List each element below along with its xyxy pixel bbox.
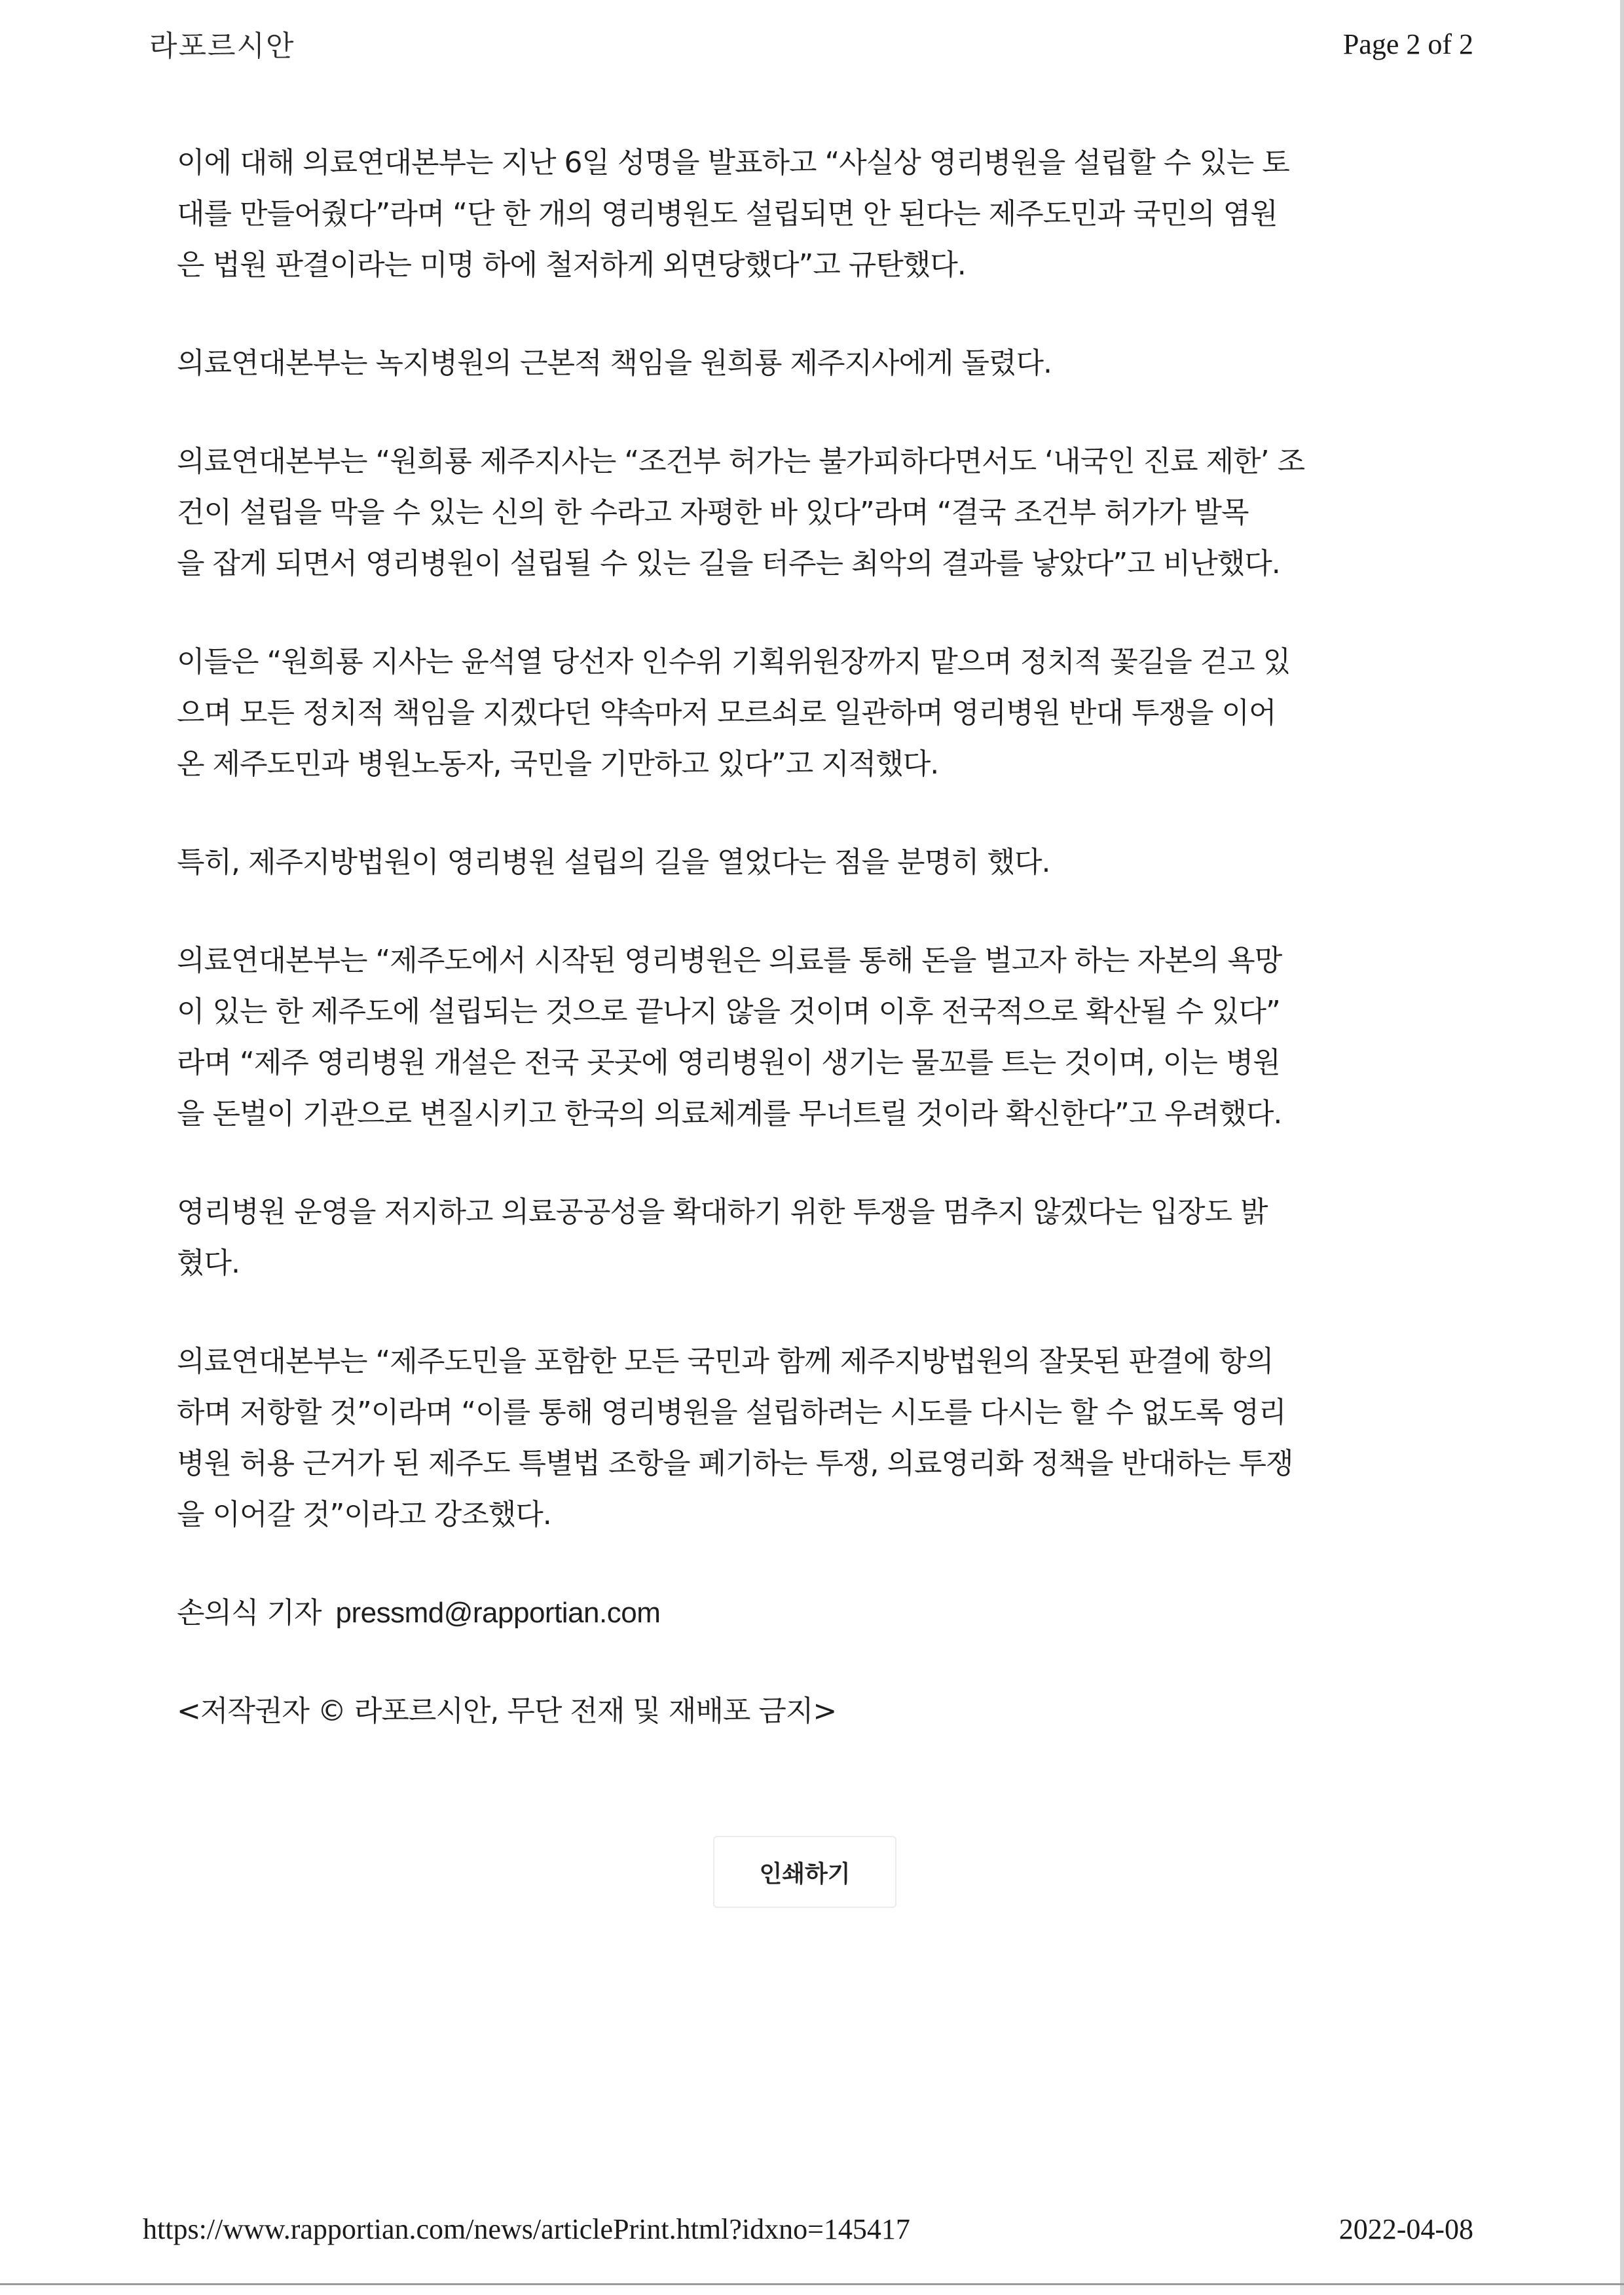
paragraph-line: 을 이어갈 것”이라고 강조했다. xyxy=(177,1498,551,1531)
paragraph-line: 을 돈벌이 기관으로 변질시키고 한국의 의료체계를 무너트릴 것이라 확신한다”고 우려했다. xyxy=(177,1097,1282,1130)
paragraph-line: 의료연대본부는 “원희룡 제주지사는 “조건부 허가는 불가피하다면서도 ‘내국인 진료 제한’ 조 xyxy=(177,445,1305,478)
paragraph-line: 의료연대본부는 “제주도에서 시작된 영리병원은 의료를 통해 돈을 벌고자 하는 자본의 욕망 xyxy=(177,944,1282,977)
paragraph-line: 병원 허용 근거가 된 제주도 특별법 조항을 폐기하는 투쟁, 의료영리화 정책을 반대하는 투쟁 xyxy=(177,1447,1293,1480)
paragraph-line: 이에 대해 의료연대본부는 지난 6일 성명을 발표하고 “사실상 영리병원을 설립할 수 있는 토 xyxy=(177,146,1289,179)
paragraph xyxy=(177,1187,1460,1289)
article-body xyxy=(177,138,1460,1737)
site-name: 라포르시안 xyxy=(149,29,295,63)
paragraph xyxy=(177,436,1460,589)
paragraph-line: 혔다. xyxy=(177,1246,240,1280)
paragraph-line: 건이 설립을 막을 수 있는 신의 한 수라고 자평한 바 있다”라며 “결국 조건부 허가가 발목 xyxy=(177,496,1249,529)
paragraph-line: 하며 저항할 것”이라며 “이를 통해 영리병원을 설립하려는 시도를 다시는 할 수 없도록 영리 xyxy=(177,1396,1286,1429)
paragraph-line: 온 제주도민과 병원노동자, 국민을 기만하고 있다”고 지적했다. xyxy=(177,747,939,781)
paragraph-line: 영리병원 운영을 저지하고 의료공공성을 확대하기 위한 투쟁을 멈추지 않겠다는 입장도 밝 xyxy=(177,1195,1268,1229)
paragraph xyxy=(177,935,1460,1140)
paragraph-line: 이 있는 한 제주도에 설립되는 것으로 끝나지 않을 것이며 이후 전국적으로 확산될 수 있다” xyxy=(177,995,1280,1028)
page-indicator: Page 2 of 2 xyxy=(1342,28,1473,60)
paragraph-line: 특히, 제주지방법원이 영리병원 설립의 길을 열었다는 점을 분명히 했다. xyxy=(177,846,1050,879)
paragraph xyxy=(177,837,1460,888)
footer-url: https://www.rapportian.com/news/articlePrint.html?idxno=145417 xyxy=(143,2213,910,2245)
paragraph-line: 의료연대본부는 녹지병원의 근본적 책임을 원희룡 제주지사에게 돌렸다. xyxy=(177,346,1052,380)
paragraph xyxy=(177,1336,1460,1540)
paragraph-line: 라며 “제주 영리병원 개설은 전국 곳곳에 영리병원이 생기는 물꼬를 트는 것이며, 이는 병원 xyxy=(177,1046,1280,1079)
page-edge xyxy=(1620,0,1624,2295)
bottom-divider xyxy=(0,2283,1624,2285)
footer-date: 2022-04-08 xyxy=(1338,2213,1473,2245)
paragraph xyxy=(177,637,1460,790)
paragraph-line: 을 잡게 되면서 영리병원이 설립될 수 있는 길을 터주는 최악의 결과를 낳았다”고 비난했다. xyxy=(177,547,1280,580)
paragraph xyxy=(177,138,1460,291)
byline xyxy=(177,1588,1460,1639)
reporter-name: 손의식 기자 xyxy=(177,1596,322,1630)
paragraph xyxy=(177,338,1460,389)
paragraph-line: 대를 만들어줬다”라며 “단 한 개의 영리병원도 설립되면 안 된다는 제주도민과 국민의 염원 xyxy=(177,197,1278,231)
paragraph-line: 으며 모든 정치적 책임을 지겠다던 약속마저 모르쇠로 일관하며 영리병원 반대 투쟁을 이어 xyxy=(177,696,1276,730)
copyright-notice: <저작권자 © 라포르시안, 무단 전재 및 재배포 금지> xyxy=(177,1694,837,1728)
paragraph-line: 이들은 “원희룡 지사는 윤석열 당선자 인수위 기획위원장까지 맡으며 정치적 꽃길을 걷고 있 xyxy=(177,645,1291,679)
print-button[interactable]: 인쇄하기 xyxy=(713,1836,896,1908)
reporter-email: pressmd@rapportian.com xyxy=(335,1597,661,1629)
paragraph-line: 은 법원 판결이라는 미명 하에 철저하게 외면당했다”고 규탄했다. xyxy=(177,248,966,282)
paragraph-line: 의료연대본부는 “제주도민을 포함한 모든 국민과 함께 제주지방법원의 잘못된 판결에 항의 xyxy=(177,1345,1274,1378)
